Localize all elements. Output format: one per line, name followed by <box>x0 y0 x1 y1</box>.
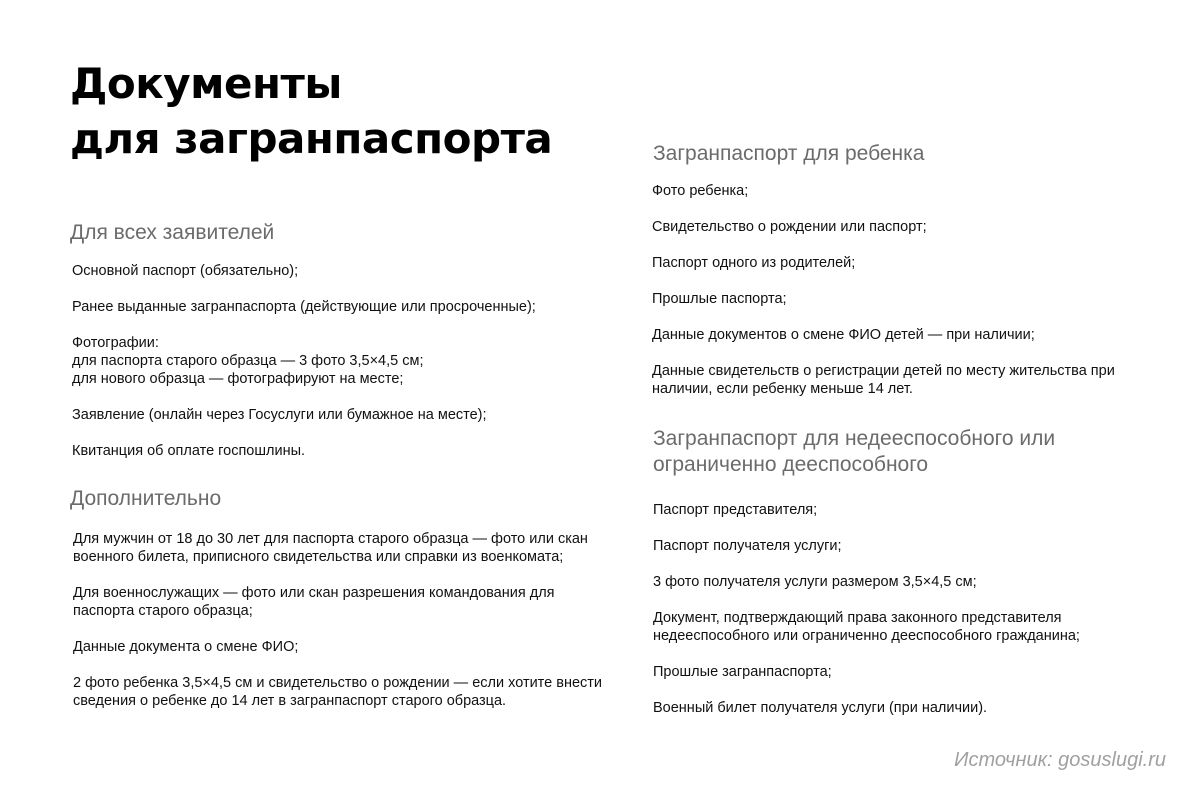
photos-old-format: для паспорта старого образца — 3 фото 3,5×4,5 см; <box>72 353 424 369</box>
list-item: Военный билет получателя услуги (при наличии). <box>653 700 988 716</box>
photos-label: Фотографии: <box>72 335 159 351</box>
child-passport-list <box>652 182 1162 398</box>
list-item-photos <box>72 334 612 388</box>
list-item: Прошлые загранпаспорта; <box>653 664 832 680</box>
page-title-line-1: Документы <box>70 59 342 108</box>
list-item: Данные свидетельств о регистрации детей по месту жительства при наличии, если ребенку меньше 14 лет. <box>652 363 1115 397</box>
list-item: Паспорт получателя услуги; <box>653 538 842 554</box>
list-item: Основной паспорт (обязательно); <box>72 263 299 279</box>
list-item: Документ, подтверждающий права законного представителя недееспособного или ограниченно дееспособного гражданина; <box>653 610 1080 644</box>
list-item: 3 фото получателя услуги размером 3,5×4,5 см; <box>653 574 977 590</box>
list-item: Данные документа о смене ФИО; <box>73 639 299 655</box>
list-item: Прошлые паспорта; <box>652 291 787 307</box>
list-item: Паспорт представителя; <box>653 502 818 518</box>
page-title <box>70 56 630 166</box>
list-item: Для мужчин от 18 до 30 лет для паспорта старого образца — фото или скан военного билета, приписного свидетельства или справки из военкомата; <box>73 531 588 565</box>
list-item: Свидетельство о рождении или паспорт; <box>652 219 927 235</box>
list-item: Фото ребенка; <box>652 183 749 199</box>
list-item: 2 фото ребенка 3,5×4,5 см и свидетельство о рождении — если хотите внести сведения о ребенке до 14 лет в загранпаспорт старого образца. <box>73 675 603 709</box>
additional-list <box>73 530 613 710</box>
section-heading-additional: Дополнительно <box>70 487 222 510</box>
list-item: Заявление (онлайн через Госуслуги или бумажное на месте); <box>72 407 487 423</box>
list-item: Для военнослужащих — фото или скан разрешения командования для паспорта старого образца; <box>73 585 555 619</box>
list-item: Паспорт одного из родителей; <box>652 255 856 271</box>
list-item: Ранее выданные загранпаспорта (действующие или просроченные); <box>72 299 536 315</box>
all-applicants-list <box>72 262 612 460</box>
section-heading-all-applicants: Для всех заявителей <box>70 221 275 244</box>
list-item: Данные документов о смене ФИО детей — при наличии; <box>652 327 1035 343</box>
incapacitated-passport-list <box>653 501 1153 717</box>
source-caption: Источник: gosuslugi.ru <box>954 749 1166 771</box>
photos-new-format: для нового образца — фотографируют на месте; <box>72 371 404 387</box>
list-item: Квитанция об оплате госпошлины. <box>72 443 306 459</box>
page-title-line-2: для загранпаспорта <box>70 114 553 163</box>
section-heading-incapacitated-passport: Загранпаспорт для недееспособного или ограниченно дееспособного <box>653 427 1056 476</box>
section-heading-child-passport: Загранпаспорт для ребенка <box>653 142 925 165</box>
